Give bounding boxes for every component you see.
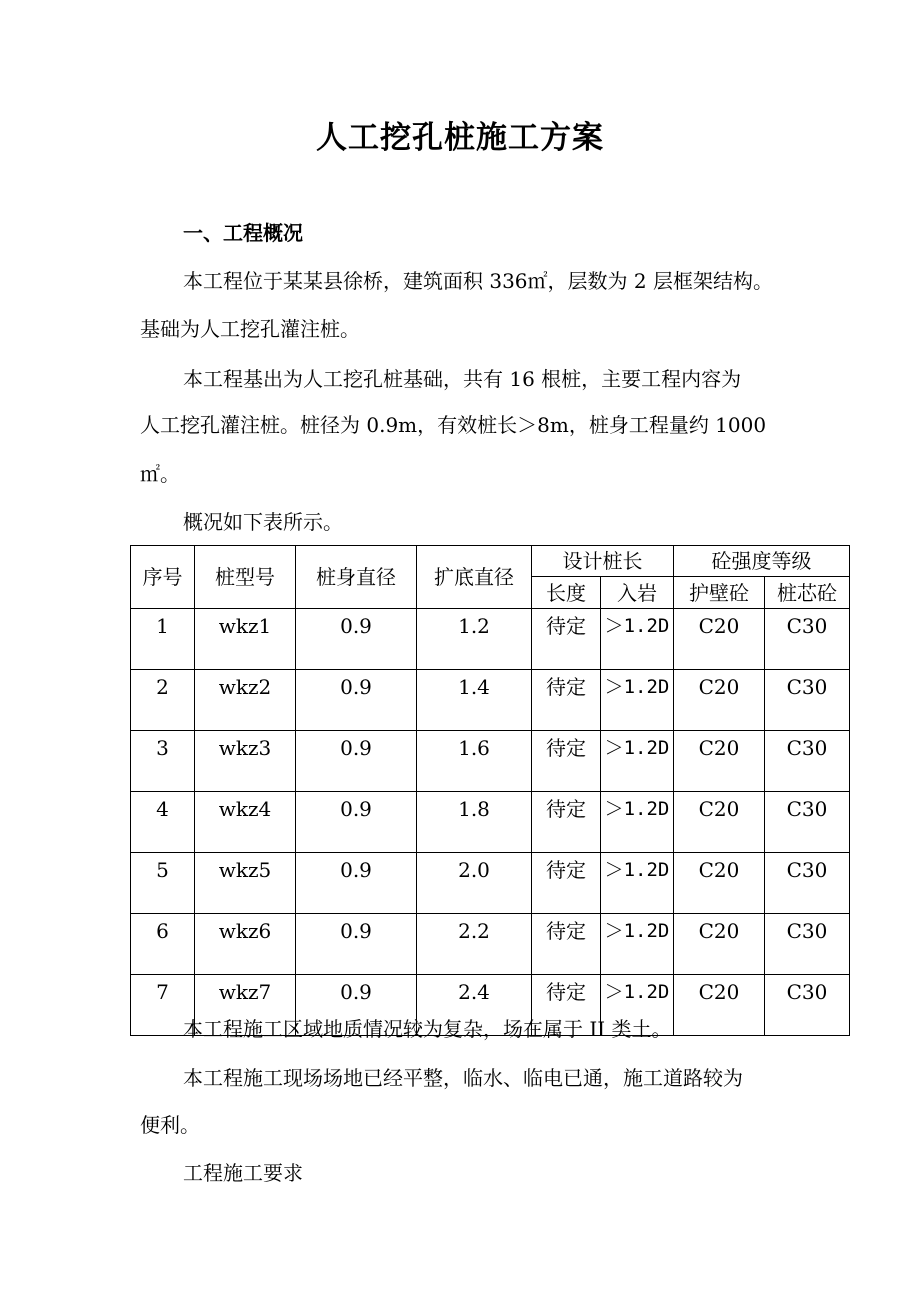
document-title: 人工挖孔桩施工方案 bbox=[316, 120, 604, 156]
header-cell-shaft-diameter: 桩身直径 bbox=[296, 546, 417, 609]
cell-core-concrete: C30 bbox=[765, 914, 850, 975]
cell-base-diameter: 1.4 bbox=[417, 670, 532, 731]
cell-wall-concrete: C20 bbox=[674, 853, 765, 914]
paragraph-line: 本工程施工现场场地已经平整，临水、临电已通，施工道路较为 bbox=[183, 1066, 743, 1090]
cell-rock: ＞1.2D bbox=[601, 975, 674, 1036]
cell-seq: 5 bbox=[131, 853, 195, 914]
cell-seq: 7 bbox=[131, 975, 195, 1036]
cell-shaft-diameter: 0.9 bbox=[296, 609, 417, 670]
cell-length: 待定 bbox=[532, 670, 601, 731]
table-row bbox=[131, 914, 850, 975]
paragraph-line: 基础为人工挖孔灌注桩。 bbox=[140, 317, 360, 341]
cell-rock: ＞1.2D bbox=[601, 731, 674, 792]
cell-core-concrete: C30 bbox=[765, 670, 850, 731]
cell-shaft-diameter: 0.9 bbox=[296, 792, 417, 853]
paragraph-line: 人工挖孔灌注桩。桩径为 0.9m，有效桩长＞8m，桩身工程量约 1000 bbox=[140, 413, 767, 437]
cell-rock: ＞1.2D bbox=[601, 792, 674, 853]
cell-wall-concrete: C20 bbox=[674, 914, 765, 975]
paragraph-line: 本工程基出为人工挖孔桩基础，共有 16 根桩，主要工程内容为 bbox=[183, 367, 742, 391]
header-cell-base-diameter: 扩底直径 bbox=[417, 546, 532, 609]
cell-length: 待定 bbox=[532, 914, 601, 975]
cell-seq: 2 bbox=[131, 670, 195, 731]
table-row bbox=[131, 853, 850, 914]
cell-base-diameter: 1.8 bbox=[417, 792, 532, 853]
header-cell-rock: 入岩 bbox=[601, 577, 674, 609]
cell-model: wkz3 bbox=[195, 731, 296, 792]
cell-core-concrete: C30 bbox=[765, 975, 850, 1036]
cell-length: 待定 bbox=[532, 609, 601, 670]
cell-wall-concrete: C20 bbox=[674, 609, 765, 670]
header-cell-wall-concrete: 护壁砼 bbox=[674, 577, 765, 609]
cell-seq: 3 bbox=[131, 731, 195, 792]
cell-shaft-diameter: 0.9 bbox=[296, 731, 417, 792]
cell-rock: ＞1.2D bbox=[601, 609, 674, 670]
cell-base-diameter: 2.4 bbox=[417, 975, 532, 1036]
cell-rock: ＞1.2D bbox=[601, 853, 674, 914]
cell-core-concrete: C30 bbox=[765, 609, 850, 670]
cell-model: wkz4 bbox=[195, 792, 296, 853]
cell-rock: ＞1.2D bbox=[601, 914, 674, 975]
header-cell-design-length: 设计桩长 bbox=[532, 546, 674, 577]
cell-core-concrete: C30 bbox=[765, 731, 850, 792]
table-row bbox=[131, 609, 850, 670]
cell-model: wkz2 bbox=[195, 670, 296, 731]
cell-length: 待定 bbox=[532, 975, 601, 1036]
paragraph-line: 概况如下表所示。 bbox=[183, 510, 343, 534]
paragraph-line: 本工程施工区域地质情况较为复杂，场在属于 II 类土。 bbox=[183, 1017, 672, 1041]
cell-wall-concrete: C20 bbox=[674, 975, 765, 1036]
cell-model: wkz1 bbox=[195, 609, 296, 670]
cell-core-concrete: C30 bbox=[765, 792, 850, 853]
cell-seq: 4 bbox=[131, 792, 195, 853]
table-row bbox=[131, 670, 850, 731]
header-cell-concrete-strength: 砼强度等级 bbox=[674, 546, 850, 577]
paragraph-line: 本工程位于某某县徐桥，建筑面积 336㎡，层数为 2 层框架结构。 bbox=[183, 269, 773, 293]
cell-wall-concrete: C20 bbox=[674, 731, 765, 792]
cell-length: 待定 bbox=[532, 731, 601, 792]
pile-spec-table bbox=[130, 545, 850, 1036]
paragraph-line: 工程施工要求 bbox=[183, 1161, 303, 1185]
cell-model: wkz6 bbox=[195, 914, 296, 975]
cell-wall-concrete: C20 bbox=[674, 670, 765, 731]
cell-base-diameter: 1.6 bbox=[417, 731, 532, 792]
cell-shaft-diameter: 0.9 bbox=[296, 853, 417, 914]
cell-shaft-diameter: 0.9 bbox=[296, 975, 417, 1036]
cell-base-diameter: 2.2 bbox=[417, 914, 532, 975]
header-cell-seq: 序号 bbox=[131, 546, 195, 609]
paragraph-line: ㎡。 bbox=[140, 462, 180, 486]
cell-base-diameter: 2.0 bbox=[417, 853, 532, 914]
cell-length: 待定 bbox=[532, 853, 601, 914]
cell-rock: ＞1.2D bbox=[601, 670, 674, 731]
cell-core-concrete: C30 bbox=[765, 853, 850, 914]
table-row bbox=[131, 792, 850, 853]
header-cell-core-concrete: 桩芯砼 bbox=[765, 577, 850, 609]
cell-model: wkz7 bbox=[195, 975, 296, 1036]
section-heading: 一、工程概况 bbox=[183, 221, 303, 245]
cell-shaft-diameter: 0.9 bbox=[296, 670, 417, 731]
table-row bbox=[131, 731, 850, 792]
cell-model: wkz5 bbox=[195, 853, 296, 914]
cell-length: 待定 bbox=[532, 792, 601, 853]
cell-seq: 1 bbox=[131, 609, 195, 670]
cell-shaft-diameter: 0.9 bbox=[296, 914, 417, 975]
table-header-row bbox=[131, 546, 850, 577]
cell-wall-concrete: C20 bbox=[674, 792, 765, 853]
paragraph-line: 便利。 bbox=[140, 1113, 200, 1137]
header-cell-length: 长度 bbox=[532, 577, 601, 609]
header-cell-model: 桩型号 bbox=[195, 546, 296, 609]
cell-seq: 6 bbox=[131, 914, 195, 975]
cell-base-diameter: 1.2 bbox=[417, 609, 532, 670]
